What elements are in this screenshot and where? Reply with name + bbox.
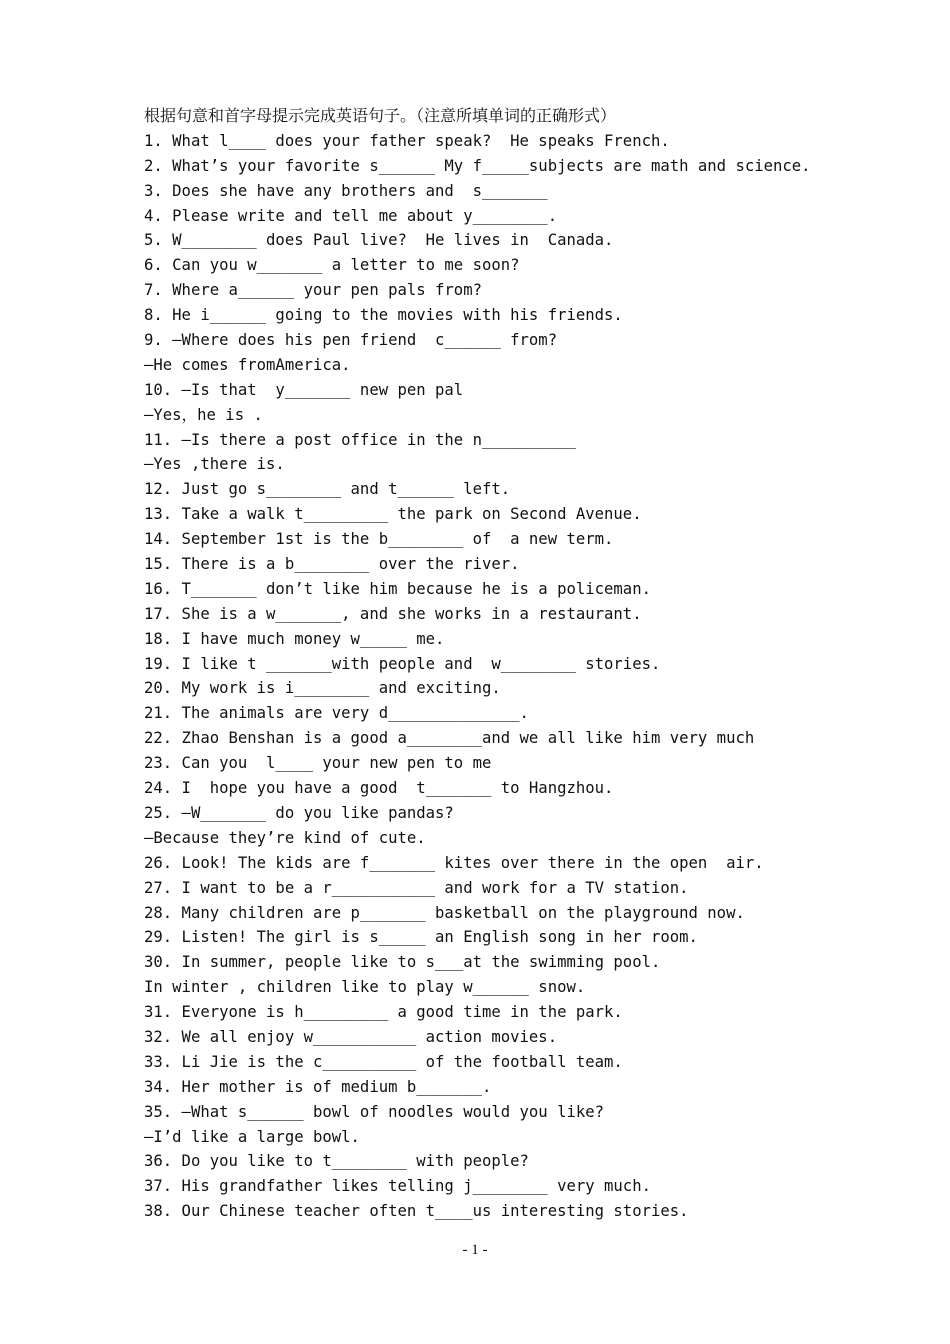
exercise-content (144, 104, 904, 1224)
exercise-line: 4. Please write and tell me about y________. (144, 206, 558, 225)
exercise-line: 31. Everyone is h_________ a good time in the park. (144, 1003, 623, 1022)
exercise-line: 3. Does she have any brothers and s_______ (144, 181, 548, 200)
exercise-line: 9. —Where does his pen friend c______ from? (144, 331, 558, 350)
exercise-line: 34. Her mother is of medium b_______. (144, 1077, 492, 1096)
exercise-line: 28. Many children are p_______ basketball on the playground now. (144, 903, 745, 922)
exercise-line: 18. I have much money w_____ me. (144, 629, 445, 648)
exercise-line: 27. I want to be a r___________ and work for a TV station. (144, 878, 689, 897)
exercise-line: 36. Do you like to t________ with people? (144, 1152, 529, 1171)
exercise-line: 11. —Is there a post office in the n__________ (144, 430, 576, 449)
exercise-line: —I’d like a large bowl. (144, 1127, 360, 1146)
exercise-line: 5. W________ does Paul live? He lives in Canada. (144, 231, 614, 250)
exercise-lines (144, 129, 904, 1224)
exercise-line: 13. Take a walk t_________ the park on Second Avenue. (144, 505, 642, 524)
exercise-line: 12. Just go s________ and t______ left. (144, 480, 511, 499)
exercise-line: 14. September 1st is the b________ of a new term. (144, 530, 614, 549)
exercise-line: 22. Zhao Benshan is a good a________and we all like him very much (144, 729, 755, 748)
exercise-line: 21. The animals are very d______________. (144, 704, 529, 723)
exercise-line: 16. T_______ don’t like him because he is a policeman. (144, 579, 651, 598)
exercise-line: 15. There is a b________ over the river. (144, 555, 520, 574)
exercise-line: 10. —Is that y_______ new pen pal (144, 380, 464, 399)
exercise-line: —Yes ,there is. (144, 455, 285, 474)
exercise-line: 37. His grandfather likes telling j________ very much. (144, 1177, 651, 1196)
exercise-line: 35. —What s______ bowl of noodles would you like? (144, 1102, 605, 1121)
exercise-line: 19. I like t _______with people and w________ stories. (144, 654, 661, 673)
exercise-line: —Yes，he is . (144, 405, 263, 424)
exercise-line: 26. Look! The kids are f_______ kites over there in the open air. (144, 853, 764, 872)
exercise-line: 24. I hope you have a good t_______ to Hangzhou. (144, 779, 614, 798)
exercise-line: 38. Our Chinese teacher often t____us interesting stories. (144, 1202, 689, 1221)
exercise-line: —Because they’re kind of cute. (144, 828, 426, 847)
exercise-line: 30. In summer, people like to s___at the swimming pool. (144, 953, 661, 972)
exercise-line: 1. What l____ does your father speak? He speaks French. (144, 131, 670, 150)
page-number: - 1 - (462, 1242, 488, 1258)
exercise-line: 33. Li Jie is the c__________ of the football team. (144, 1052, 623, 1071)
exercise-line: 32. We all enjoy w___________ action movies. (144, 1027, 558, 1046)
exercise-title: 根据句意和首字母提示完成英语句子。（注意所填单词的正确形式） (144, 106, 617, 125)
exercise-line: 8. He i______ going to the movies with his friends. (144, 306, 623, 325)
exercise-line: 17. She is a w_______, and she works in a restaurant. (144, 604, 642, 623)
exercise-line: 2. What’s your favorite s______ My f_____subjects are math and science. (144, 156, 811, 175)
exercise-line: 7. Where a______ your pen pals from? (144, 281, 482, 300)
exercise-line: —He comes fromAmerica. (144, 355, 351, 374)
exercise-line: 23. Can you l____ your new pen to me (144, 754, 492, 773)
exercise-line: 20. My work is i________ and exciting. (144, 679, 501, 698)
exercise-line: 25. —W_______ do you like pandas? (144, 803, 454, 822)
exercise-line: 29. Listen! The girl is s_____ an English song in her room. (144, 928, 698, 947)
exercise-line: In winter , children like to play w______ snow. (144, 978, 586, 997)
exercise-line: 6. Can you w_______ a letter to me soon? (144, 256, 520, 275)
